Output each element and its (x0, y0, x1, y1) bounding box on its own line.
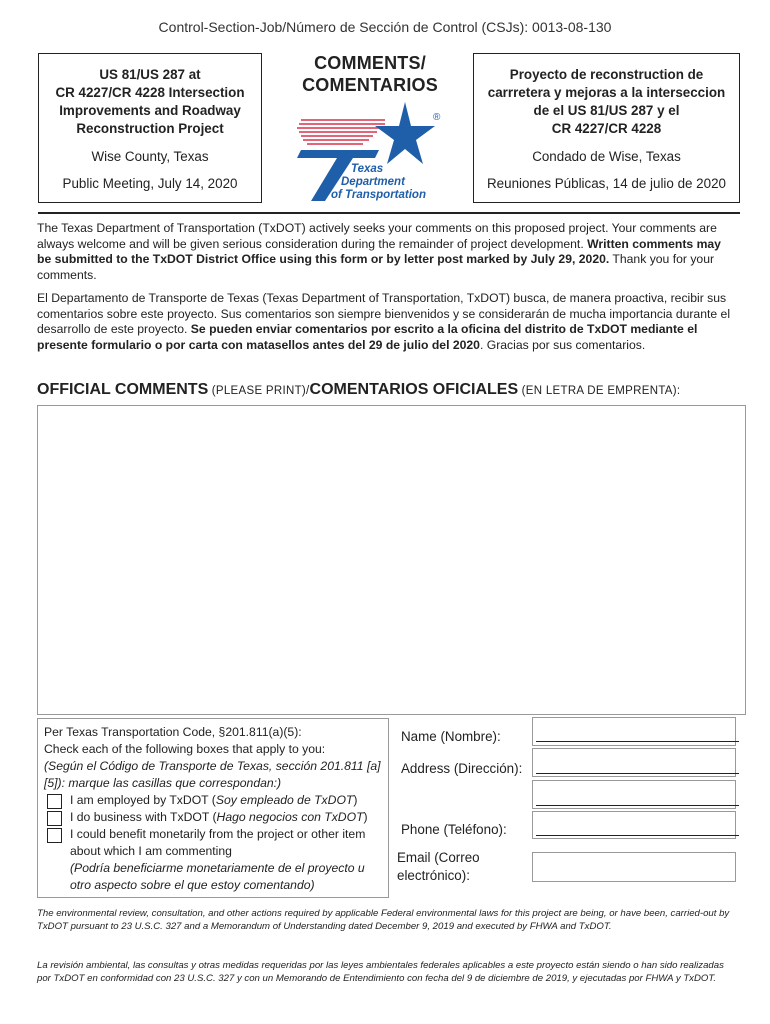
phone-label: Phone (Teléfono): (401, 822, 507, 837)
csj-header: Control-Section-Job/Número de Sección de Control (CSJs): 0013-08-130 (158, 19, 612, 35)
employed-checkbox[interactable] (47, 794, 62, 809)
benefit-checkbox[interactable] (47, 828, 62, 843)
address-underline-2 (536, 805, 739, 806)
header-divider (38, 212, 740, 214)
project-info-box-es (473, 53, 740, 203)
option-employed: I am employed by TxDOT (Soy empleado de TxDOT) (44, 792, 382, 809)
meeting-date-en: Public Meeting, July 14, 2020 (62, 176, 238, 191)
county-es: Condado de Wise, Texas (532, 149, 681, 164)
logo-text-transportation: of Transportation (331, 189, 426, 201)
phone-underline (536, 835, 739, 836)
project-title-es: Proyecto de reconstruction de carrretera y mejoras a la interseccion de el US 81/US 287 y el CR 4227/CR 4228 (487, 67, 726, 136)
address-label: Address (Dirección): (401, 761, 523, 776)
email-label: Email (Correo electrónico): (397, 850, 480, 883)
environmental-note-en: The environmental review, consultation, and other actions required by applicable Federal environmental laws for this project are being, or have been, carried-out by TxDOT pursuant to 23 U.S.C. 327 and a Memorandum of Understanding dated December 9, 2019 and executed by FHWA and TxDOT. (37, 908, 730, 932)
txdot-star-icon (293, 98, 443, 203)
name-label: Name (Nombre): (401, 729, 501, 744)
logo-text-texas: Texas (351, 163, 384, 175)
county-en: Wise County, Texas (91, 149, 209, 164)
txdot-logo (293, 98, 443, 203)
name-underline (536, 741, 739, 742)
project-info-box-en (38, 53, 262, 203)
comments-textarea[interactable] (37, 405, 746, 715)
intro-paragraph-en: The Texas Department of Transportation (TxDOT) actively seeks your comments on this proposed project. Your comments are always welcome and will be given serious consideration during the remainder of project development. Written comments may be submitted to the TxDOT District Office using this form or by letter post marked by July 29, 2020. Thank you for your comments. (37, 221, 721, 282)
business-checkbox[interactable] (47, 811, 62, 826)
meeting-date-es: Reuniones Públicas, 14 de julio de 2020 (487, 176, 726, 191)
intro-paragraph-es: El Departamento de Transporte de Texas (Texas Department of Transportation, TxDOT) busca, de manera proactiva, recibir sus comentarios sobre este proyecto. Sus comentarios son siempre bienvenidos y se considerarán de mucha importancia durante el desarrollo de este proyecto. Se pueden enviar comentarios por escrito a la oficina del distrito de TxDOT mediante el presente formulario o por carta con matasellos antes del 29 de julio del 2020. Gracias por sus comentarios. (37, 291, 731, 352)
project-title-en: US 81/US 287 at CR 4227/CR 4228 Intersection Improvements and Roadway Reconstruction Project (55, 67, 245, 136)
environmental-note-es: La revisión ambiental, las consultas y otras medidas requeridas por las leyes ambientales federales aplicables a este proyecto están siendo o han sido realizadas por TxDOT en conformidad con 23 U.S.C. 327 y con un Memorando de Entendimiento con fecha del 9 de diciembre de 2019, y ejecutadas por FHWA y TxDOT. (37, 960, 724, 984)
registered-mark: ® (433, 112, 441, 123)
comments-title: COMMENTS/ COMENTARIOS (302, 53, 438, 95)
email-field[interactable] (532, 852, 736, 882)
option-business: I do business with TxDOT (Hago negocios con TxDOT) (44, 809, 382, 826)
option-benefit: I could benefit monetarily from the project or other item about which I am commenting (Podría beneficiarme monetariamente de el proyecto u otro aspecto sobre el que estoy comentando) (44, 826, 382, 894)
logo-text-department: Department (341, 176, 405, 188)
declaration-box: Per Texas Transportation Code, §201.811(a)(5): Check each of the following boxes that apply to you: (Según el Código de Transporte de Texas, sección 201.811 [a][5]): marque las casillas que correspondan:) I am employed by TxDOT (Soy empleado de TxDOT) I do business with TxDOT (Hago negocios con TxDOT) I could benefit monetarily from the project or other item about which I am commenting (Podría beneficiarme monetariamente de el proyecto u otro aspecto sobre el que estoy comentando) (37, 718, 389, 898)
address-underline-1 (536, 773, 739, 774)
official-comments-heading: OFFICIAL COMMENTS (PLEASE PRINT)/COMENTARIOS OFICIALES (EN LETRA DE EMPRENTA): (37, 381, 681, 398)
